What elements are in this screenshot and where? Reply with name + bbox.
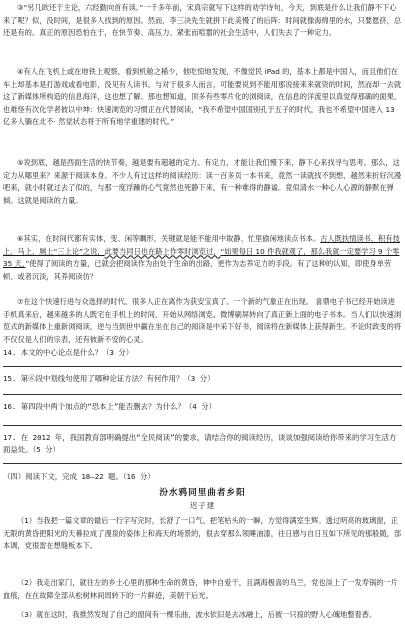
paragraph-6-underline-1: 古人既扶情读书，积有技上、马上、厕上“三上论”之说， [3,234,400,256]
paragraph-6 [3,233,402,283]
question-14: 14. 本文的中心论点是什么？（3 分） [3,348,134,357]
paragraph-4-text: ④有人在飞机上或在地铁上观察，看到机舱之稀少，他吃惊地发现，不像觉民 iPad 的，基本上都是中国人，而且他们在车上却基本是打游戏或看电影，没见有人读书。与对于很多人而言，可能要说到不能用那说接来来就资的时间，然而却一去就这了新媒体所构造的信息海洋，这也想了解、那也想知道，顶多有些零片化的浏阅读，在信息的洋流里以真觉得那确的面果。 [3,67,402,102]
paragraph-3: ③“另几欧还于主论，六经勤向首有读。”一千多年前，宋真宗就写下这样的劝学诗句，今天，到底是什么让我们静不下心来了呢？似，没时间，是很多人找到的原因。然而，李三决先生就拼下此美慢了的后阵：时间就像海绵里的水，只要愿挤，总还是有的。真正的原因恐怕在于，在快节奏、高压力、紧张而喧嚣的社会生活中，人们失去了一种定力。 [3,3,402,38]
paragraph-5: ⑤说到底，越是西面生活的快节奏，越是要有超越的定力。有定力，才能让我们慢下来，静下心来找寻与思考。那么，这定力从哪里来？来源于阅读本身。不少人有过这样的阅读经历：读一百多页一本书来，竟然一读就找不到想，越然来折好沉漫吧来，就小时就过去了似的，与那一度浮躁的心气竟然也死静下来，有一种难得的静谧。竟似清水一种心人心源的静默在弹倾。这就是阅读的力量。 [3,158,402,205]
divider [3,394,402,395]
divider [3,425,402,426]
article-paragraph-3: （3）就在这时，我推然发现了自己的窗间有一棵乐曲，波水依旧是去冰融上，后被一只掠的野人心魄地整着香。 [17,610,377,619]
paragraph-4 [3,66,402,129]
paragraph-4-quote: 也难怪有次化学者彼以中坤：快速浏览的习惯正在代替阅读，“我不希望中国国别孔于五子的时代，我也不希望中国进入 13 亿多人躺在北不· 然觉状态将于所有地学重建的时代。” [3,104,395,127]
article-paragraph-2: （2）我走出家门，就往左的乡土心里的那种生命的黄昏，神中自爱干，且满海极喜的乌兰，党也淡上了一发寿锅的一片血痕，在在故障全部从松树林间周转下的一片鲜迹，美朝干后光。 [3,578,398,600]
paragraph-7: ⑦在这个快速行进与众选择的时代，很多人正在离作为获安宝真了。一个新的气象正在出现。 喜鼎电子书已经开始读进手机真来后，越来越多的人既宅在手机上的时间，开始从网络浏览、微博刷屏转向了真正新上面的电子书本。当人们以快速浏览式的新媒体上重新浏阅读，逆与当到世中赢在坐在自己的阅读是中采下好书，阅读将在新媒体上获得新生。不论时政变的将不仅仅是人们的宗表，还有彼新不安的心灵。 [3,297,402,344]
question-17: 17. 在 2012 年，我国教育部明确提出“全民阅读”的要求，请结合你的阅读经历，谈谈加强阅读给你带来的学习生活方面益处。（5 分） [3,433,397,454]
divider [3,366,402,367]
paragraph-6-underline-2: “如果每日 10 件我就观了，那么我就一定要学习 9 个零 35 天， [3,246,400,269]
article-author: 迟子建 [189,501,216,510]
paragraph-6-tail: ”使得了阅读的方量，已就会把阅读作为由处于生命的出路，更作为志养定力的手段。有了这种的认知，即使身单劳顿、或者沉淡，其养阅读仿？ [3,259,392,281]
section-4-header: （四）阅读下文，完成 18—22 题。（16 分） [3,472,155,481]
paragraph-6-wavy: 此要当同日也在路上作零时浏览过， [104,246,221,256]
question-15: 15. 第⑥段中划线句使用了哪种论证方法？有何作用？（3 分） [3,374,215,383]
article-paragraph-1: （1）当我把一篇文章的最后一行字写完时，长舒了一口气。把笔枯头的一瞬，方觉得满室生辉。透过明亮的玻璃窗，正无限的黄昏把阳光的天幕拉成了漫泉的姿体上和海天的场景的，很去穿那么领睡油漆，往日感与自日互如下所见的那般随，部本调，党很雷在想缝板本下。 [3,516,402,551]
article-title: 汾水鸦同里曲者乡阳 [159,488,246,498]
paragraph-6-lead: ⑥其实，在时间代都有实体，变、闲等瞩形，关键就是能不能用中取静、忙里偷闲地读点书本。 [17,234,321,243]
question-16: 16. 第四段中两个加点的“恐本上”能否删去？为什么？（4 分） [3,402,216,411]
divider [3,463,402,464]
